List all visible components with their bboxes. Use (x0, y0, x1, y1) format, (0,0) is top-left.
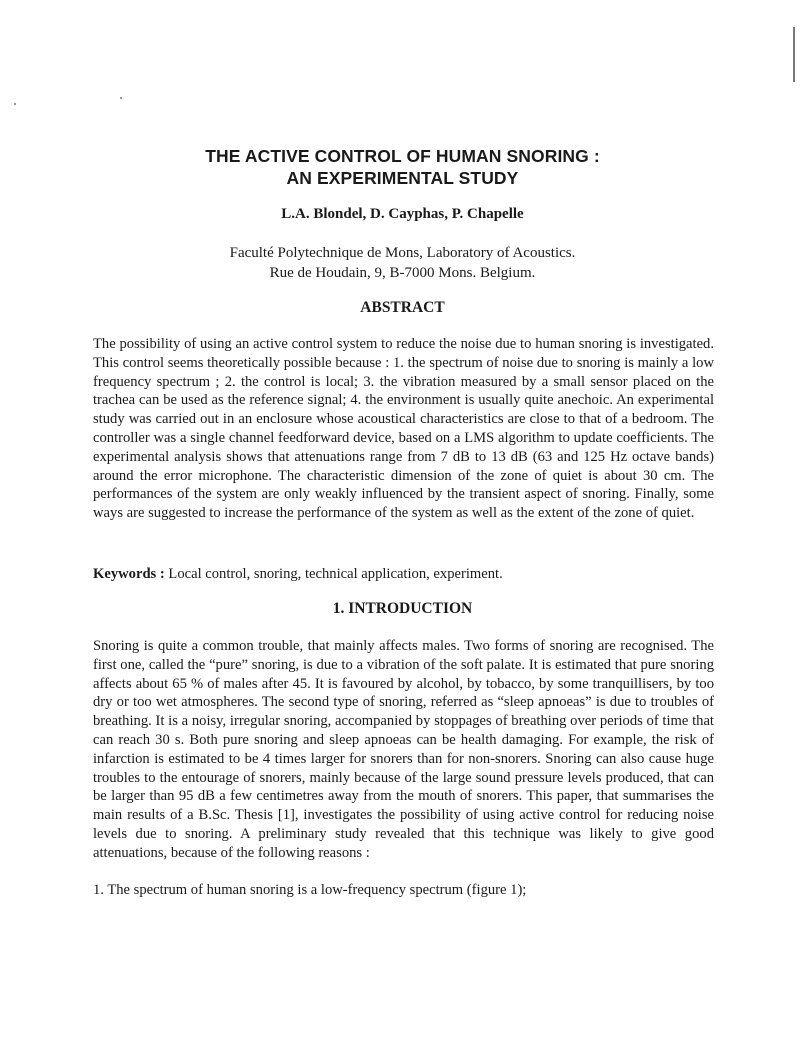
keywords-label: Keywords : (93, 566, 165, 582)
title-line-2: AN EXPERIMENTAL STUDY (286, 168, 519, 188)
introduction-heading: 1. INTRODUCTION (332, 600, 473, 617)
paper-title (0, 145, 805, 189)
scan-speck (793, 27, 795, 82)
scan-speck (14, 103, 16, 105)
affiliation-line-1: Faculté Polytechnique de Mons, Laboratory of Acoustics. (229, 245, 576, 261)
affiliation-line-2: Rue de Houdain, 9, B-7000 Mons. Belgium. (269, 265, 536, 281)
scan-speck (120, 97, 122, 99)
introduction-list-item: 1. The spectrum of human snoring is a low-frequency spectrum (figure 1); (93, 882, 527, 898)
keywords-list: Local control, snoring, technical application, experiment. (164, 566, 503, 582)
abstract-heading: ABSTRACT (360, 299, 445, 316)
introduction-body: Snoring is quite a common trouble, that mainly affects males. Two forms of snoring are recognised. The first one, called the “pure” snoring, is due to a vibration of the soft palate. It is estimated that pure snoring affects about 65 % of males after 45. It is favoured by alcohol, by tobacco, by some tranquillisers, by too dry or too wet atmospheres. The second type of snoring, referred as “sleep apnoeas” is due to troubles of breathing. It is a noisy, irregular snoring, accompanied by stoppages of breathing over periods of time that can reach 30 s. Both pure snoring and sleep apnoeas can be health damaging. For example, the risk of infarction is estimated to be 4 times larger for snorers than for non-snorers. Snoring can also cause huge troubles to the entourage of snorers, mainly because of the large sound pressure levels produced, that can be larger than 95 dB a few centimetres away from the mouth of snorers. This paper, that summarises the main results of a B.Sc. Thesis [1], investigates the possibility of using active control for reducing noise levels due to snoring. A preliminary study revealed that this technique was likely to give good attenuations, because of the following reasons : (93, 638, 714, 861)
keywords (93, 565, 714, 584)
title-line-1: THE ACTIVE CONTROL OF HUMAN SNORING : (205, 146, 600, 166)
authors: L.A. Blondel, D. Cayphas, P. Chapelle (281, 206, 524, 222)
affiliation (0, 243, 805, 283)
abstract-body: The possibility of using an active control system to reduce the noise due to human snoring is investigated. This control seems theoretically possible because : 1. the spectrum of noise due to snoring is mainly a low frequency spectrum ; 2. the control is local; 3. the vibration measured by a small sensor placed on the trachea can be used as the reference signal; 4. the environment is usually quite anechoic. An experimental study was carried out in an enclosure whose acoustical characteristics are close to that of a bedroom. The controller was a single channel feedforward device, based on a LMS algorithm to update coefficients. The experimental analysis shows that attenuations range from 7 dB to 13 dB (63 and 125 Hz octave bands) around the error microphone. The characteristic dimension of the zone of quiet is about 30 cm. The performances of the system are only weakly influenced by the transient aspect of snoring. Finally, some ways are suggested to increase the performance of the system as well as the extent of the zone of quiet. (93, 336, 714, 522)
